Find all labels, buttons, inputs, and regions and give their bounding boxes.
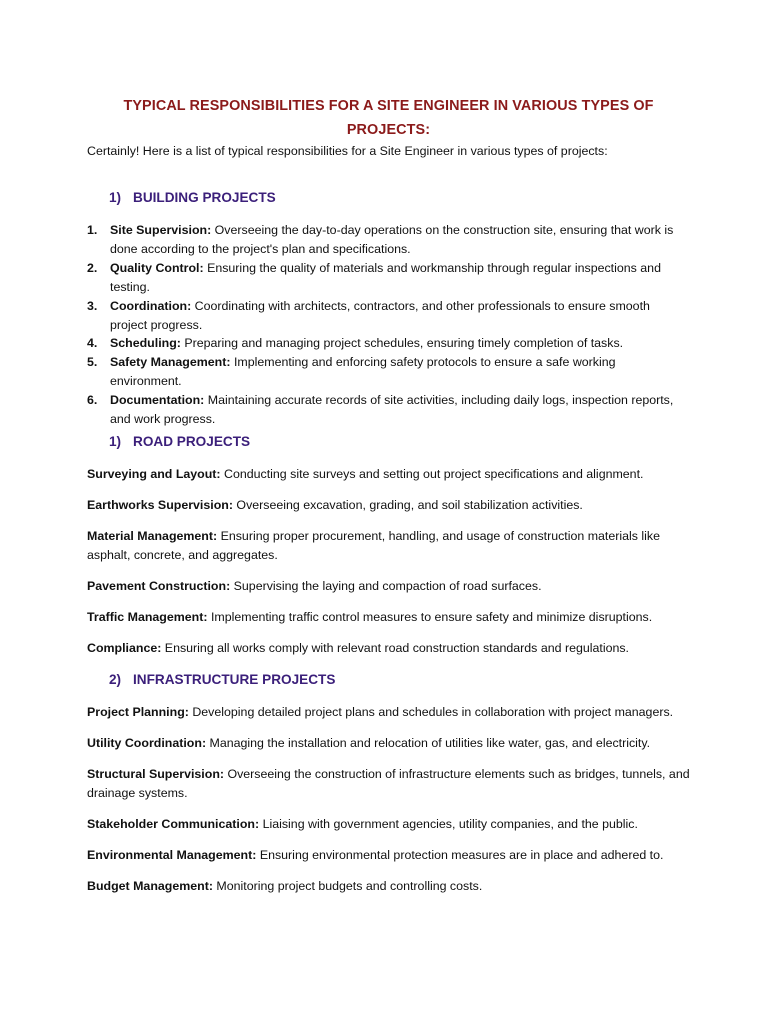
list-item [87,334,690,353]
section-heading-infrastructure [87,670,690,690]
road-responsibilities-list [87,465,690,658]
list-item-term: Documentation: [110,393,205,408]
paragraph-text: Liaising with government agencies, utility companies, and the public. [259,816,638,831]
list-item-text: Overseeing the day-to-day operations on the construction site, ensuring that work is done according to the project's plan and specifications. [110,223,674,256]
section-heading-road [87,432,690,452]
paragraph-item [87,703,690,722]
paragraph-item [87,877,690,896]
list-item-number: 2. [87,260,98,275]
list-item-term: Site Supervision: [110,223,212,237]
paragraph-term: Structural Supervision: [87,766,225,781]
section-number: 1) [109,190,122,205]
list-item-number: 3. [87,298,98,313]
list-item [87,391,690,429]
list-item-text: Preparing and managing project schedules, ensuring timely completion of tasks. [180,336,624,351]
paragraph-item [87,846,690,865]
list-item-text: Maintaining accurate records of site activities, including daily logs, inspection reports, and work progress. [110,393,674,427]
paragraph-text: Supervising the laying and compaction of road surfaces. [230,578,542,593]
paragraph-text: Managing the installation and relocation of utilities like water, gas, and electricity. [206,735,651,750]
paragraph-term: Compliance: [87,640,162,655]
paragraph-text: Ensuring environmental protection measures are in place and adhered to. [256,847,664,862]
list-item [87,353,690,391]
list-item [87,259,690,297]
paragraph-text: Implementing traffic control measures to ensure safety and minimize disruptions. [207,609,653,624]
paragraph-term: Budget Management: [87,878,213,893]
list-item-term: Coordination: [110,298,192,313]
paragraph-item [87,734,690,753]
paragraph-item [87,496,690,515]
section-heading-building [87,188,690,208]
paragraph-item [87,608,690,627]
infrastructure-responsibilities-list [87,703,690,896]
paragraph-text: Monitoring project budgets and controlling costs. [212,878,483,893]
list-item-text: Implementing and enforcing safety protocols to ensure a safe working environment. [110,355,616,389]
document-title: TYPICAL RESPONSIBILITIES FOR A SITE ENGINEER IN VARIOUS TYPES OF PROJECTS: [123,98,654,138]
building-responsibilities-list [87,221,690,429]
list-item-number: 1. [87,223,98,237]
paragraph-term: Traffic Management: [87,609,208,624]
paragraph-text: Developing detailed project plans and schedules in collaboration with project managers. [188,704,674,719]
paragraph-item [87,527,690,565]
section-title: BUILDING PROJECTS [133,190,276,205]
paragraph-item [87,639,690,658]
section-number: 1) [109,433,122,449]
paragraph-term: Pavement Construction: [87,578,231,593]
paragraph-item [87,577,690,596]
list-item-term: Safety Management: [110,355,231,370]
paragraph-text: Overseeing excavation, grading, and soil stabilization activities. [232,497,583,512]
list-item-term: Scheduling: [110,336,181,351]
paragraph-text: Overseeing the construction of infrastructure elements such as bridges, tunnels, and drainage systems. [87,766,690,800]
paragraph-term: Surveying and Layout: [87,466,221,481]
list-item-text: Ensuring the quality of materials and workmanship through regular inspections and testing. [110,260,661,294]
paragraph-term: Project Planning: [87,704,189,719]
list-item [87,297,690,335]
list-item-number: 6. [87,393,98,408]
section-title: INFRASTRUCTURE PROJECTS [133,671,336,687]
paragraph-item [87,815,690,834]
paragraph-term: Earthworks Supervision: [87,497,233,512]
list-item-number: 5. [87,355,98,370]
list-item [87,221,690,259]
paragraph-text: Ensuring all works comply with relevant road construction standards and regulations. [161,640,629,655]
paragraph-item [87,465,690,484]
paragraph-text: Conducting site surveys and setting out project specifications and alignment. [220,466,644,481]
list-item-number: 4. [87,336,98,351]
paragraph-term: Material Management: [87,528,218,543]
section-title: ROAD PROJECTS [133,433,251,449]
paragraph-term: Stakeholder Communication: [87,816,260,831]
paragraph-text: Ensuring proper procurement, handling, and usage of construction materials like asphalt, concrete, and aggregates. [87,528,661,562]
list-item-term: Quality Control: [110,260,204,275]
section-number: 2) [109,671,122,687]
intro-paragraph: Certainly! Here is a list of typical responsibilities for a Site Engineer in various types of projects: [87,144,608,158]
paragraph-term: Utility Coordination: [87,735,207,750]
paragraph-item [87,765,690,803]
paragraph-term: Environmental Management: [87,847,257,862]
list-item-text: Coordinating with architects, contractors, and other professionals to ensure smooth project progress. [110,298,650,332]
